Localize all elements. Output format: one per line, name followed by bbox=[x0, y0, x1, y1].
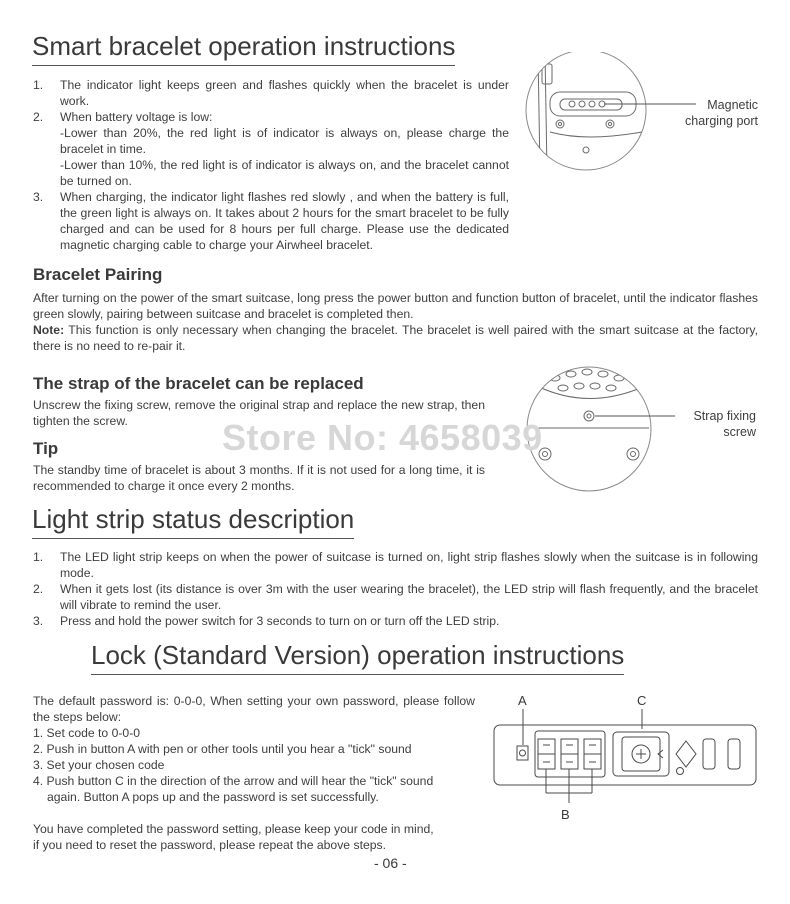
page-number: - 06 - bbox=[374, 855, 407, 871]
bracelet-ops-list bbox=[33, 77, 509, 253]
lock-instructions bbox=[33, 693, 475, 853]
lock-step: 1. Set code to 0-0-0 bbox=[33, 726, 141, 740]
lock-step: 2. Push in button A with pen or other tools until you hear a "tick" sound bbox=[33, 742, 412, 756]
section-title-pairing: Bracelet Pairing bbox=[33, 265, 163, 284]
label-c: C bbox=[637, 693, 647, 708]
lock-step: 3. Set your chosen code bbox=[33, 758, 165, 772]
lock-step-continued: again. Button A pops up and the password is set successfully. bbox=[47, 790, 379, 804]
pairing-text-block bbox=[33, 290, 758, 354]
store-watermark: Store No: 4658039 bbox=[222, 417, 543, 458]
list-item: 3. When charging, the indicator light flashes red slowly , and when the battery is full, the green light is always on. It takes about 2 hours for the smart bracelet to be fully charged and can be used for 8 hours per full charge. Please use the dedicated magnetic charging cable to charge your Airwheel bracelet. bbox=[33, 190, 509, 252]
section-title-tip: Tip bbox=[33, 439, 59, 458]
lock-step: 4. Push button C in the direction of the arrow and will hear the "tick" sound bbox=[33, 774, 434, 788]
lock-outro-line: if you need to reset the password, please repeat the above steps. bbox=[33, 838, 386, 852]
list-item: 1. The indicator light keeps green and flashes quickly when the bracelet is under work. bbox=[33, 78, 509, 108]
label-a: A bbox=[518, 693, 527, 708]
section-title-light-strip: Light strip status description bbox=[32, 503, 354, 539]
section-title-lock: Lock (Standard Version) operation instructions bbox=[91, 639, 624, 675]
charging-port-callout: Magnetic charging port bbox=[685, 98, 758, 128]
lock-intro: The default password is: 0-0-0, When setting your own password, please follow the steps below: bbox=[33, 694, 475, 724]
list-item: 3. Press and hold the power switch for 3 seconds to turn on or turn off the LED strip. bbox=[33, 614, 500, 628]
section-title-strap: The strap of the bracelet can be replaced bbox=[33, 374, 364, 393]
pairing-note: Note: This function is only necessary when changing the bracelet. The bracelet is well paired with the smart suitcase at the factory, there is no need to re-pair it. bbox=[33, 323, 758, 353]
pairing-text: After turning on the power of the smart suitcase, long press the power button and function button of bracelet, until the indicator flashes green slowly, pairing between suitcase and bracelet is completed then. bbox=[33, 291, 758, 321]
list-item: 1. The LED light strip keeps on when the power of suitcase is turned on, light strip flashes slowly when the suitcase is in following mode. bbox=[33, 550, 758, 580]
lock-outro-line: You have completed the password setting, please keep your code in mind, bbox=[33, 822, 434, 836]
label-b: B bbox=[561, 807, 570, 822]
lock-diagram bbox=[490, 705, 770, 810]
section-title-bracelet-ops: Smart bracelet operation instructions bbox=[32, 30, 455, 66]
strap-screw-callout: Strap fixing screw bbox=[693, 409, 756, 439]
list-item: 2. When it gets lost (its distance is over 3m with the user wearing the bracelet), the LED strip will flash frequently, and the bracelet will vibrate to remind the user. bbox=[33, 582, 758, 612]
tip-text: The standby time of bracelet is about 3 months. If it is not used for a long time, it is recommended to charge it once every 2 months. bbox=[33, 463, 485, 493]
light-strip-list bbox=[33, 549, 758, 629]
list-item: 2. When battery voltage is low: -Lower than 20%, the red light is of indicator is always on, please charge the bracelet in time. -Lower than 10%, the red light is of indicator is always on, and the bracelet cannot be turned on. bbox=[33, 110, 509, 188]
strap-text: Unscrew the fixing screw, remove the original strap and replace the new strap, then tighten the screw. bbox=[33, 398, 485, 428]
